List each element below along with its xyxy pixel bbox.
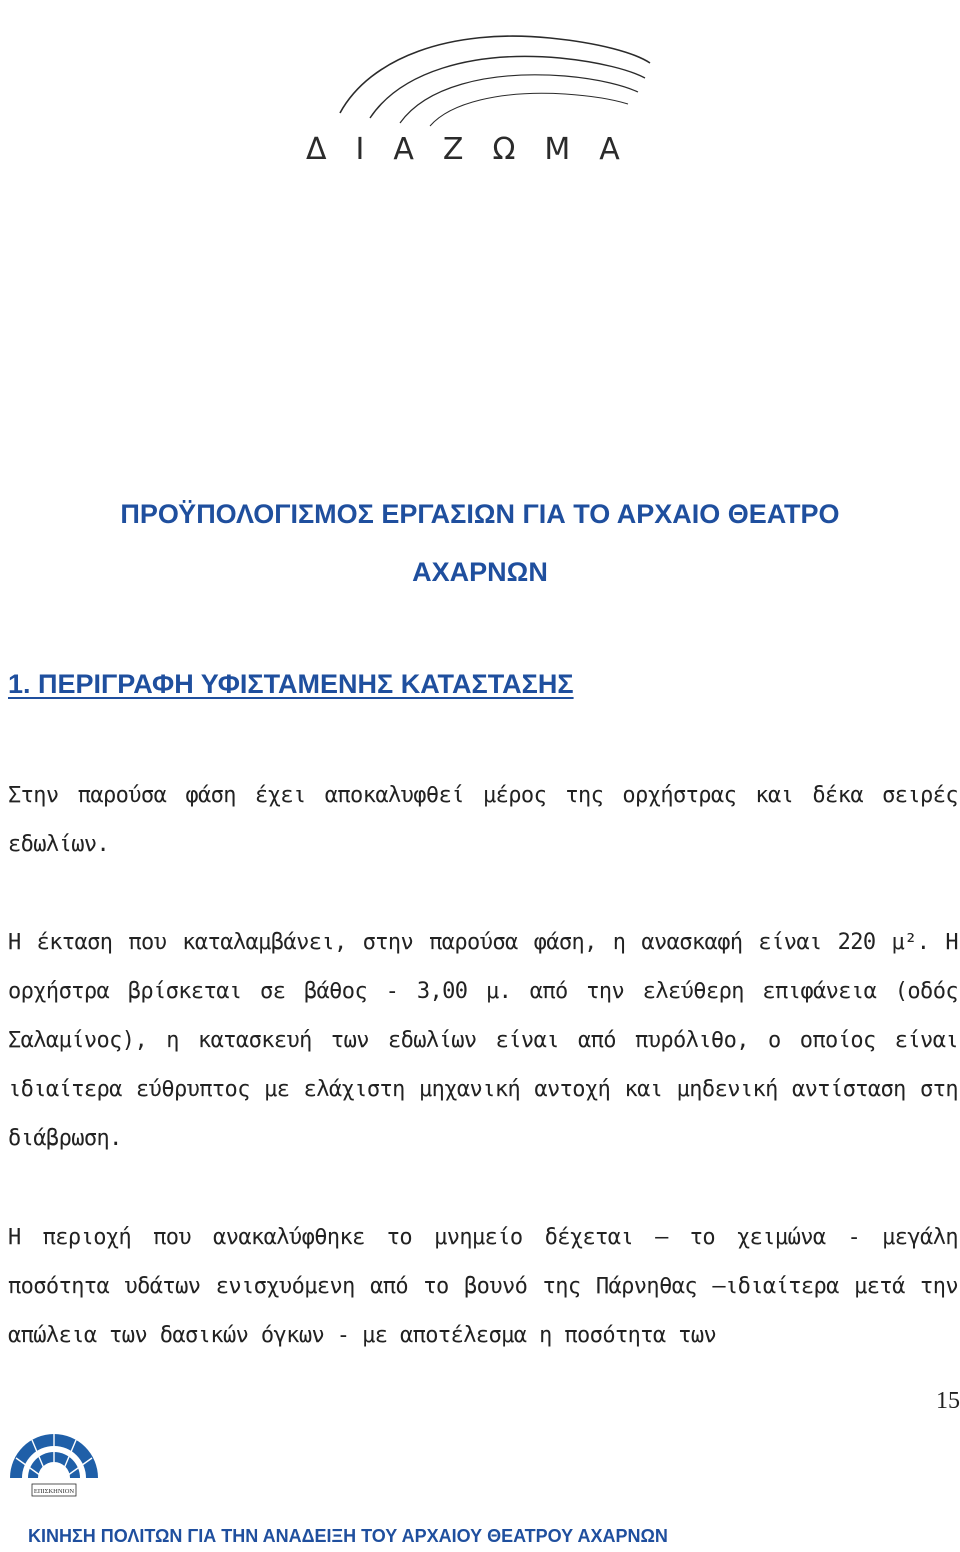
- document-title-line-1: ΠΡΟΫΠΟΛΟΓΙΣΜΟΣ ΕΡΓΑΣΙΩΝ ΓΙΑ ΤΟ ΑΡΧΑΙΟ ΘΕΑΤΡΟ: [120, 499, 840, 529]
- footer-text: ΚΙΝΗΣΗ ΠΟΛΙΤΩΝ ΓΙΑ ΤΗΝ ΑΝΑΔΕΙΞΗ ΤΟΥ ΑΡΧΑΙΟΥ ΘΕΑΤΡΟΥ ΑΧΑΡΝΩΝ: [28, 1526, 668, 1546]
- episkinion-logo-icon: [4, 1420, 104, 1500]
- page-number: 15: [936, 1388, 960, 1414]
- svg-text:ΕΠΙΣΚΗΝΙΟΝ: ΕΠΙΣΚΗΝΙΟΝ: [33, 1488, 75, 1495]
- paragraph-2: Η έκταση που καταλαμβάνει, στην παρούσα φάση, η ανασκαφή είναι 220 μ². Η ορχήστρα βρίσκεται σε βάθος - 3,00 μ. από την ελεύθερη επιφάνεια (οδός Σαλαμίνος), η κατασκευή των εδωλίων είναι από πυρόλιθο, ο οποίος είναι ιδιαίτερα εύθρυπτος με ελάχιστη μηχανική αντοχή και μηδενική αντίσταση στη διάβρωση.: [8, 930, 958, 1151]
- document-title-line-2: ΑΧΑΡΝΩΝ: [412, 557, 548, 587]
- paragraph-3: Η περιοχή που ανακαλύφθηκε το μνημείο δέχεται – το χειμώνα - μεγάλη ποσότητα υδάτων ενισχυόμενη από το βουνό της Πάρνηθας –ιδιαίτερα μετά την απώλεια των δασικών όγκων - με αποτέλεσμα η ποσότητα των: [8, 1225, 958, 1348]
- section-heading: 1. ΠΕΡΙΓΡΑΦΗ ΥΦΙΣΤΑΜΕΝΗΣ ΚΑΤΑΣΤΑΣΗΣ: [8, 669, 574, 699]
- paragraph-1: Στην παρούσα φάση έχει αποκαλυφθεί μέρος της ορχήστρας και δέκα σειρές εδωλίων.: [8, 783, 958, 857]
- logo-wordmark: ΔΙΑΖΩΜΑ: [306, 132, 649, 167]
